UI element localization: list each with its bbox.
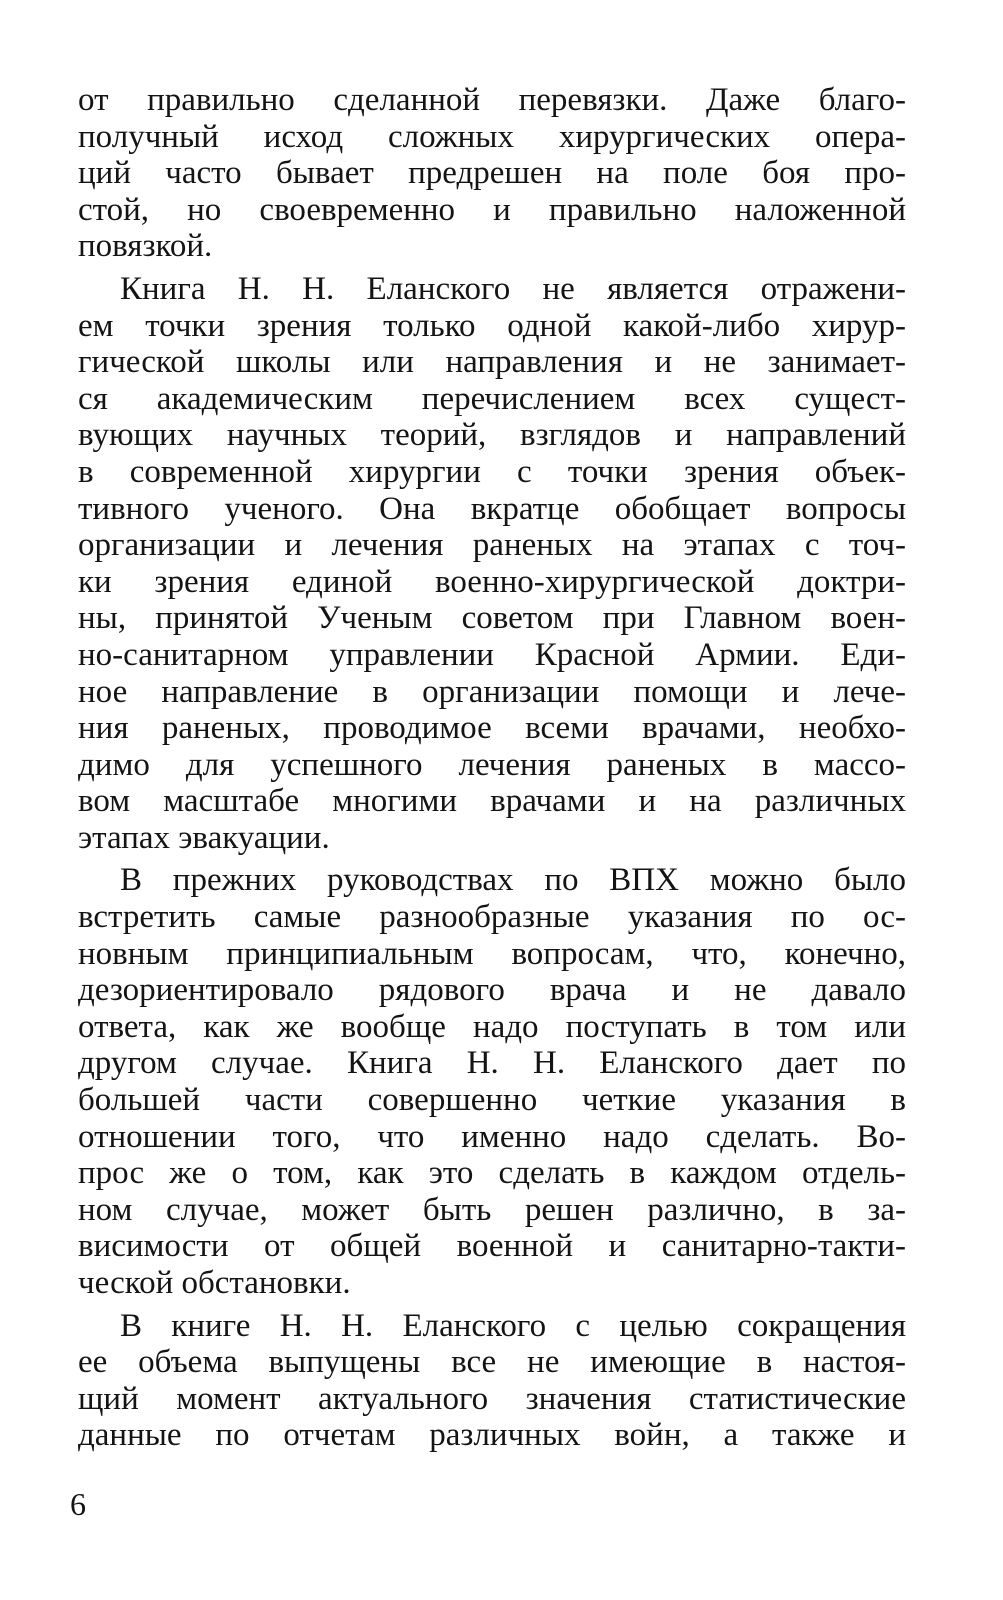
page-number: 6	[70, 1486, 86, 1522]
text-line: этапах эвакуации.	[78, 819, 330, 856]
text-line: отношении того, что именно надо сделать. Во-	[78, 1118, 906, 1155]
text-line: прос же о том, как это сделать в каждом отдель-	[78, 1155, 906, 1192]
text-line: вом масштабе многими врачами и на различных	[78, 783, 906, 820]
text-line: новным принципиальным вопросам, что, конечно,	[78, 935, 906, 972]
text-line: Книга Н. Н. Еланского не является отражени-	[120, 270, 906, 307]
text-line: встретить самые разнообразные указания по ос-	[78, 899, 906, 936]
text-line: в современной хирургии с точки зрения объек-	[78, 453, 906, 490]
paragraph-4	[78, 1308, 906, 1454]
text-line: получный исход сложных хирургических опера-	[78, 118, 906, 155]
text-line: повязкой.	[78, 228, 213, 265]
paragraph-2	[78, 271, 906, 857]
text-line: стой, но своевременно и правильно наложенной	[78, 191, 906, 228]
text-line: димо для успешного лечения раненых в массо-	[78, 746, 906, 783]
text-line: висимости от общей военной и санитарно-такти-	[78, 1228, 906, 1265]
text-line: но-санитарном управлении Красной Армии. Еди-	[78, 636, 906, 673]
text-line: ем точки зрения только одной какой-либо хирур-	[78, 307, 906, 344]
text-line: дезориентировало рядового врача и не давало	[78, 972, 906, 1009]
text-line: вующих научных теорий, взглядов и направлений	[78, 417, 906, 454]
text-line: данные по отчетам различных войн, а также и	[78, 1417, 906, 1454]
text-line: ное направление в организации помощи и лече-	[78, 673, 906, 710]
text-line: В прежних руководствах по ВПХ можно было	[120, 862, 906, 899]
text-line: ния раненых, проводимое всеми врачами, необхо-	[78, 710, 906, 747]
text-line: большей части совершенно четкие указания в	[78, 1082, 906, 1119]
text-line: гической школы или направления и не занимает-	[78, 344, 906, 381]
text-line: организации и лечения раненых на этапах с точ-	[78, 527, 906, 564]
text-line: другом случае. Книга Н. Н. Еланского дает по	[78, 1045, 906, 1082]
text-line: ческой обстановки.	[78, 1265, 351, 1301]
text-line: ки зрения единой военно-хирургической доктри-	[78, 563, 906, 600]
paragraph-1	[78, 82, 906, 265]
text-line: В книге Н. Н. Еланского с целью сокращения	[120, 1307, 906, 1344]
text-line: ном случае, может быть решен различно, в за-	[78, 1191, 906, 1228]
text-line: тивного ученого. Она вкратце обобщает вопросы	[78, 490, 906, 527]
text-line: ответа, как же вообще надо поступать в том или	[78, 1008, 906, 1045]
text-line: от правильно сделанной перевязки. Даже благо-	[78, 82, 906, 118]
paragraph-3	[78, 862, 906, 1301]
text-line: ся академическим перечислением всех сущест-	[78, 380, 906, 417]
text-line: щий момент актуального значения статистические	[78, 1380, 906, 1417]
text-line: ны, принятой Ученым советом при Главном воен-	[78, 600, 906, 637]
text-line: ций часто бывает предрешен на поле боя про-	[78, 155, 906, 192]
text-line: ее объема выпущены все не имеющие в настоя-	[78, 1344, 906, 1381]
body-text	[78, 82, 906, 1454]
